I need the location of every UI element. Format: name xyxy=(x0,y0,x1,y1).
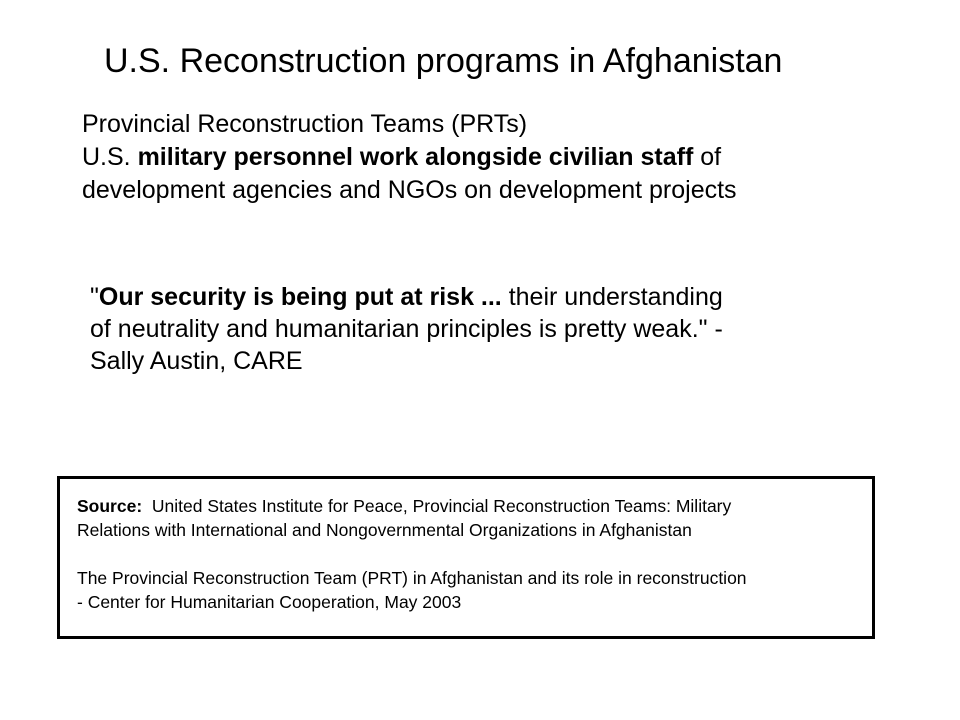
quote-text: their understanding xyxy=(501,283,723,311)
prt-description-line xyxy=(82,141,737,174)
quote-mark: " xyxy=(90,283,99,311)
source-entry: The Provincial Reconstruction Team (PRT) in Afghanistan and its role in reconstruction xyxy=(77,568,747,588)
quote-line xyxy=(90,281,723,313)
slide-title: U.S. Reconstruction programs in Afghanistan xyxy=(104,42,783,80)
source-entry-continued: Relations with International and Nongovernmental Organizations in Afghanistan xyxy=(77,520,692,540)
quote-attribution: Sally Austin, CARE xyxy=(90,347,303,375)
source-entry-continued: - Center for Humanitarian Cooperation, May 2003 xyxy=(77,592,462,612)
quote-emphasis: Our security is being put at risk ... xyxy=(98,283,502,311)
source-list xyxy=(77,494,747,614)
source-entry xyxy=(77,494,747,518)
prt-description-line: development agencies and NGOs on development projects xyxy=(82,176,737,204)
prt-heading: Provincial Reconstruction Teams (PRTs) xyxy=(82,110,528,138)
source-spacer xyxy=(77,542,747,566)
quote-line: of neutrality and humanitarian principles is pretty weak." - xyxy=(90,315,723,343)
quote-block xyxy=(90,281,723,377)
source-box xyxy=(57,476,875,639)
prt-text: of xyxy=(693,143,722,171)
source-label: Source: xyxy=(77,496,143,516)
prt-text: U.S. xyxy=(82,143,138,171)
prt-description xyxy=(82,108,737,207)
source-text: United States Institute for Peace, Provincial Reconstruction Teams: Military xyxy=(142,496,732,516)
prt-emphasis: military personnel work alongside civilian staff xyxy=(137,143,694,171)
